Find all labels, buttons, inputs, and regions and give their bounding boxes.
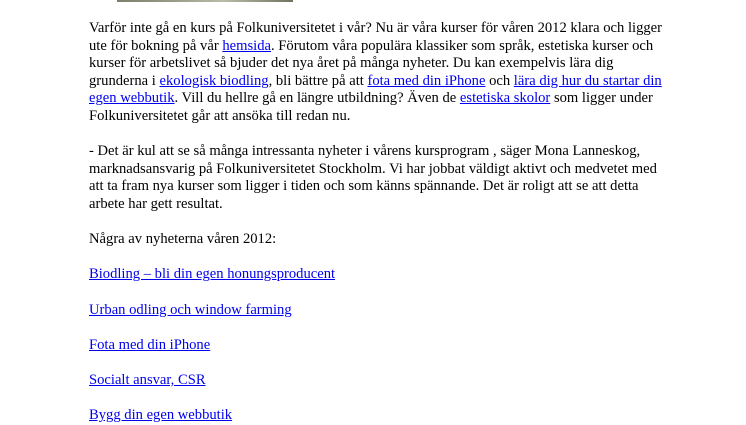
article-body [89, 20, 669, 425]
news-link-biodling[interactable]: Biodling – bli din egen honungsproducent [89, 266, 336, 283]
spacer [89, 389, 669, 407]
spacer [89, 249, 669, 267]
news-link-socialt-ansvar[interactable]: Socialt ansvar, CSR [89, 371, 206, 388]
news-link-urban-odling[interactable]: Urban odling och window farming [89, 301, 292, 318]
quote-paragraph: - Det är kul att se så många intressanta nyheter i vårens kursprogram , säger Mona Lanneskog, marknadsansvarig på Folkuniversitetet Stockholm. Vi har jobbat väldigt aktivt och medvetet med att ta fram nya kurser som ligger i tiden och som känns spännande. Det är roligt att se att detta arbete har gett resultat. [89, 143, 657, 212]
news-link-fota-iphone[interactable]: Fota med din iPhone [89, 336, 211, 353]
news-item [89, 302, 669, 320]
spacer [89, 354, 669, 372]
intro-text-5: . Vill du hellre gå en längre utbildning? Även de [174, 90, 460, 107]
link-hemsida[interactable]: hemsida [222, 37, 271, 54]
spacer [89, 319, 669, 337]
intro-text-1: Varför inte gå en kurs på Folkuniversitetet i vår? Nu är våra kurser för våren 2012 klara och ligger ute för bokning på vår [89, 20, 662, 54]
spacer [89, 214, 669, 232]
link-ekologisk-biodling[interactable]: ekologisk biodling [159, 72, 269, 89]
news-heading: Några av nyheterna våren 2012: [89, 231, 277, 248]
spacer [89, 284, 669, 302]
intro-paragraph [89, 20, 669, 126]
link-starta-webbutik[interactable]: lära dig hur du startar din egen webbutik [89, 72, 662, 107]
intro-text-2: . Förutom våra populära klassiker som språk, estetiska kurser och kurser för arbetslivet så bjuder det nya året på många nyheter. Du kan exempelvis lära dig grunderna i [89, 37, 654, 89]
intro-text-6: som ligger under Folkuniversitetet går att ansöka till redan nu. [89, 90, 653, 124]
link-estetiska-skolor[interactable]: estetiska skolor [459, 90, 551, 107]
spacer [89, 126, 669, 144]
intro-text-3: , bli bättre på att [268, 72, 368, 89]
news-item [89, 407, 669, 425]
news-item [89, 337, 669, 355]
news-link-webbutik[interactable]: Bygg din egen webbutik [89, 407, 233, 424]
news-item [89, 372, 669, 390]
intro-text-4: och [485, 72, 514, 89]
link-fota-iphone[interactable]: fota med din iPhone [367, 72, 486, 89]
header-photo-strip [117, 0, 293, 2]
news-item [89, 266, 669, 284]
